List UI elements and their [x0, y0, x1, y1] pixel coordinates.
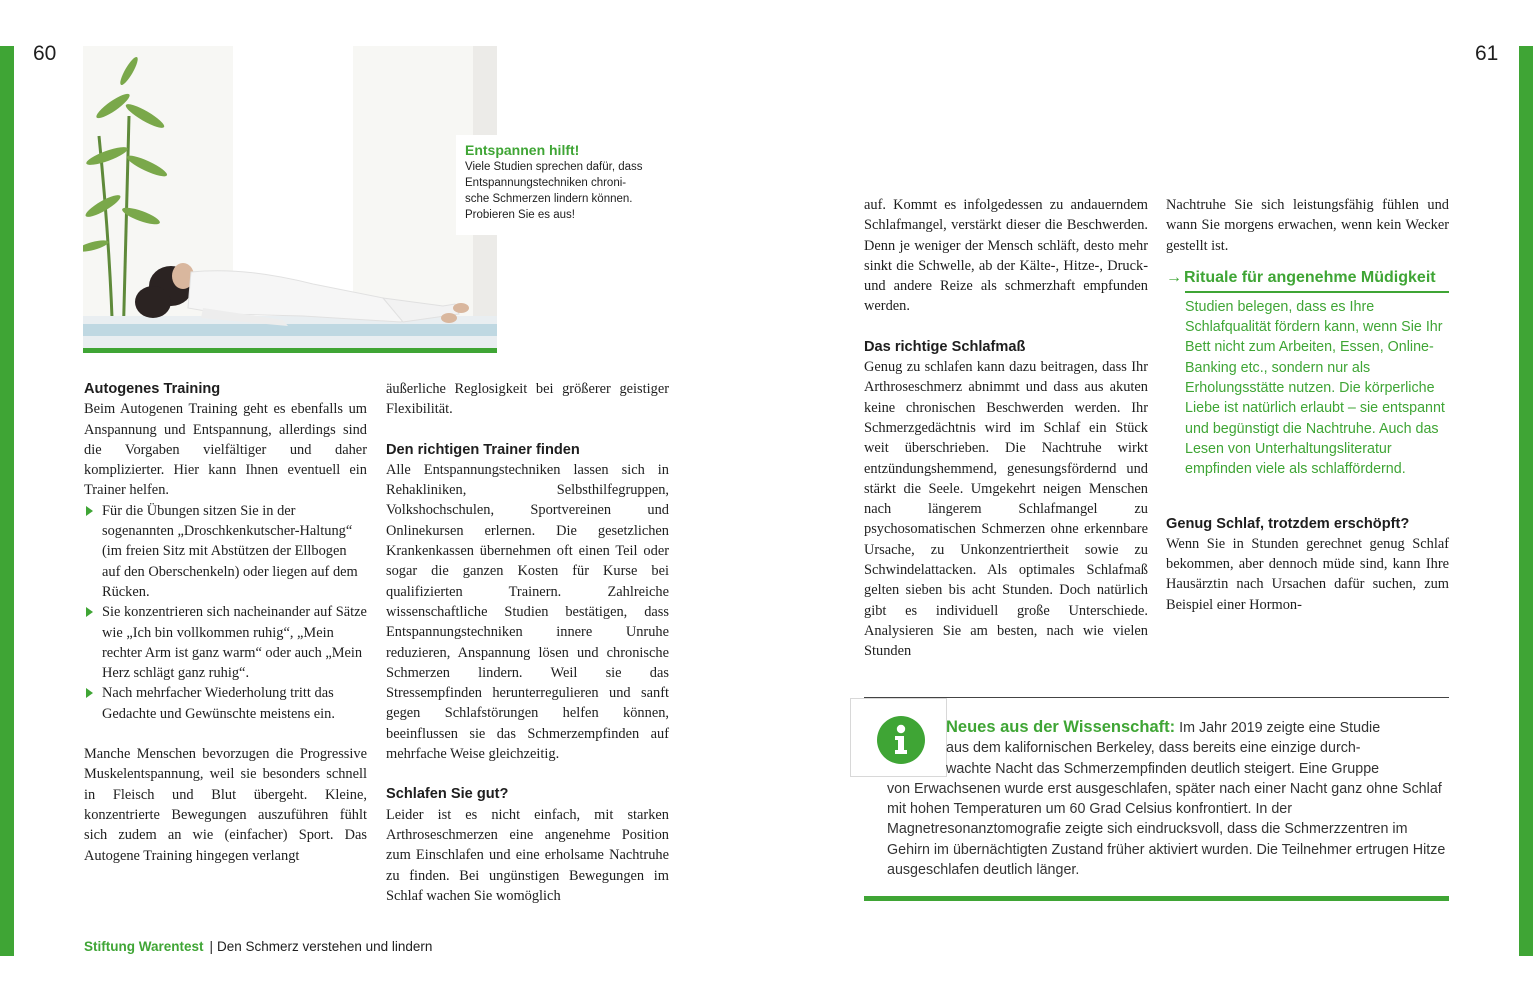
list-item: Für die Übungen sitzen Sie in der sogenannten „Droschkenkutscher-Haltung“ (im freien Sitz mit Abstützen der Ellbogen auf den Oberschenkeln) oder liegen auf dem Rücken. — [84, 501, 367, 602]
paragraph: Leider ist es nicht einfach, mit starken Arthroseschmerzen eine angenehme Position zum Einschlafen und eine erholsame Nachtruhe zu finden. Bei ungünstigen Bewegungen im Schlaf wachen Sie womöglich — [386, 806, 669, 904]
tip-text: Studien belegen, dass es Ihre Schlafqualität fördern kann, wenn Sie Ihr Bett nicht zum Arbeiten, Essen, Online-Banking etc., sondern nur als Erholungsstätte nutzen. Die körperliche Liebe ist natürlich erlaubt – sie entspannt und begünstigt die Nachtruhe. Auch das Lesen von Unterhaltungsliteratur empfinden viele als schlaffördernd. — [1185, 298, 1445, 478]
paragraph: Genug zu schlafen kann dazu beitragen, dass Ihr Arthroseschmerz abnimmt und dass aus akuten keine chronischen Beschwerden werden. Ihr Schmerzgedächtnis wird im Schlaf ein Stück weit überschrieben. Die Nachtruhe wirkt entzündungshemmend, genesungsfördernd und stärkt die Seele. Umgekehrt neigen Menschen nach längerem Schlafmangel zu psychosomatischen Schmerzen ohne erkennbare Ursache, zu Unkonzentriertheit sowie zu Schwindelattacken. Als optimales Schlafmaß gelten sieben bis acht Stunden. Doch natürlich gibt es individuell große Unterschiede. Analysieren Sie am besten, nach wie vielen Stunden — [864, 359, 1148, 660]
caption-text: Viele Studien sprechen dafür, dass Entspannungstechniken chroni- sche Schmerzen lindern können. Probieren Sie es aus! — [465, 161, 643, 221]
infobox-line: Im Jahr 2019 zeigte eine Studie — [1179, 720, 1381, 736]
heading-erschoepft: Genug Schlaf, trotzdem erschöpft? — [1166, 515, 1410, 532]
paragraph: Wenn Sie in Stunden gerechnet genug Schlaf bekommen, aber dennoch müde sind, kann Ihre Hausärztin nach Ursachen dafür suchen, zum Beispiel einer Hormon- — [1166, 535, 1449, 613]
heading-schlafen-sie-gut: Schlafen Sie gut? — [386, 786, 509, 803]
bullet-list — [84, 501, 367, 724]
infobox-top-rule — [864, 697, 1449, 698]
heading-trainer-finden: Den richtigen Trainer finden — [386, 441, 580, 458]
photo-accent-line — [83, 348, 497, 353]
paragraph: Nachtruhe Sie sich leistungsfähig fühlen und wann Sie morgens erwachen, wenn kein Wecker gestellt ist. — [1166, 197, 1449, 254]
tip-title: Rituale für angenehme Müdigkeit — [1184, 268, 1436, 286]
infobox-line: aus dem kalifornischen Berkeley, dass bereits eine einzige durch- — [946, 740, 1361, 757]
paragraph: Manche Menschen bevorzugen die Progressive Muskelentspannung, weil sie besonders schnell in Fleisch und Blut übergeht. Kleine, konzentrierte Bewegungen auszuführen fühlt sich zudem an wie (einfacher) Sport. Das Autogene Training hingegen verlangt — [84, 746, 367, 864]
heading-schlafmass: Das richtige Schlafmaß — [864, 338, 1026, 355]
list-item: Nach mehrfacher Wiederholung tritt das Gedachte und Gewünschte meistens ein. — [84, 683, 367, 724]
column-3 — [864, 195, 1148, 662]
column-4 — [1166, 195, 1449, 615]
paragraph: Beim Autogenen Training geht es ebenfalls um Anspannung und Entspannung, allerdings sind die Vorgaben vielfältiger und daher komplizierter. Hier kann Ihnen eventuell ein Trainer helfen. — [84, 401, 367, 499]
footer-brand: Stiftung Warentest — [84, 939, 204, 954]
list-item: Sie konzentrieren sich nacheinander auf Sätze wie „Ich bin vollkommen ruhig“, „Mein rechter Arm ist ganz warm“ oder auch „Mein Herz schlägt ganz ruhig“. — [84, 602, 367, 683]
infobox-bottom-rule — [864, 896, 1449, 901]
footer-title: Den Schmerz verstehen und lindern — [217, 939, 433, 954]
footer — [84, 939, 432, 954]
infobox-paragraph: von Erwachsenen wurde erst ausgeschlafen, später nach einer Nacht ganz ohne Schlaf mit hohen Temperaturen um 60 Grad Celsius konfrontiert. In der Magnetresonanztomografie zeigte sich eindrucksvoll, dass die Schmerzzentren im Gehirn im übernächtigten Zustand früher aktiviert wurden. Die Teilnehmer ertrugen Hitze ausgeschlafen deutlich länger. — [887, 780, 1446, 879]
page-number-left: 60 — [33, 42, 57, 65]
heading-autogenes-training: Autogenes Training — [84, 381, 221, 397]
relaxing-woman-photo — [83, 46, 497, 353]
right-edge-bar — [1519, 46, 1533, 956]
arrow-right-icon: → — [1166, 268, 1182, 286]
infobox-lead: Neues aus der Wissenschaft: — [946, 718, 1176, 736]
paragraph: auf. Kommt es infolgedessen zu andauerndem Schlafmangel, verstärkt dieser die Beschwerden. Denn je weniger der Mensch schläft, desto mehr sinkt die Schwelle, ab der Kälte-, Hitze-, Druck- und andere Reize als schmerzhaft empfunden werden. — [864, 197, 1148, 315]
infobox-text — [887, 717, 1447, 880]
tip-divider — [1185, 291, 1449, 293]
infobox-line: wachte Nacht das Schmerzempfinden deutlich steigert. Eine Gruppe — [946, 760, 1380, 777]
caption-title: Entspannen hilft! — [465, 142, 580, 158]
page-number-right: 61 — [1475, 42, 1499, 65]
left-edge-bar — [0, 46, 14, 956]
footer-separator: | — [209, 939, 214, 954]
tip-heading — [1166, 268, 1449, 288]
paragraph: Alle Entspannungstechniken lassen sich in Rehakliniken, Selbsthilfegruppen, Volkshochschulen, Sportvereinen und Onlinekursen erlernen. Die gesetzlichen Krankenkassen übernehmen oft einen Teil oder sogar die ganzen Kosten für Kurse bei qualifizierten Trainern. Zahlreiche wissenschaftliche Studien bestätigen, dass Entspannungstechniken innere Unruhe reduzieren, Anspannung lösen und chronische Schmerzen lindern. Weil sie das Stressempfinden herunterregulieren und sanft gegen Schlafstörungen helfen können, beeinflussen sie das Schmerzempfinden auf mehrfache Weise gleichzeitig. — [386, 461, 669, 763]
column-1 — [84, 379, 367, 866]
paragraph: äußerliche Reglosigkeit bei größerer geistiger Flexibilität. — [386, 381, 669, 418]
column-2 — [386, 379, 669, 906]
photo-caption — [456, 135, 676, 235]
